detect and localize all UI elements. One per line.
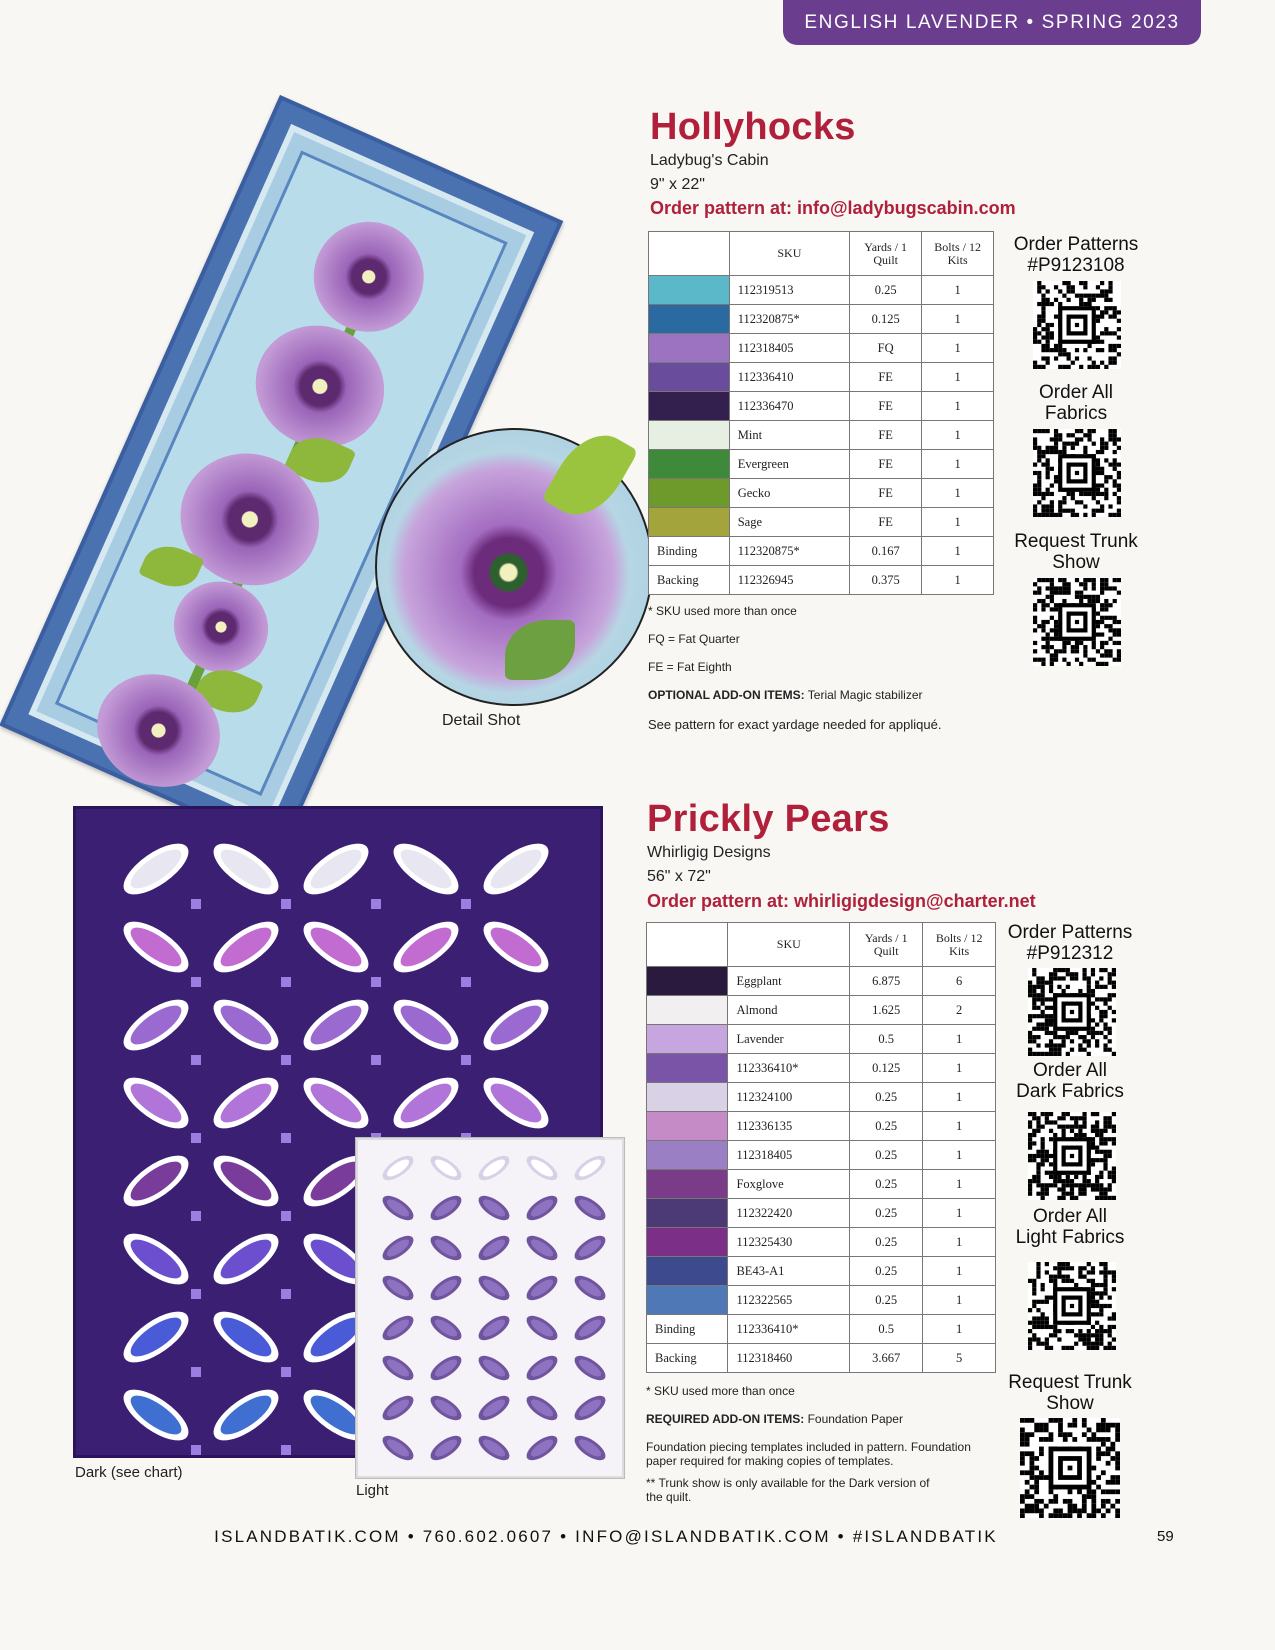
fabric-swatch (647, 1257, 728, 1286)
yards-cell: 6.875 (850, 967, 923, 996)
bolts-cell: 1 (923, 1257, 996, 1286)
bolts-cell: 1 (923, 1286, 996, 1315)
bolts-cell: 1 (923, 1315, 996, 1344)
sku-cell: Foxglove (728, 1170, 850, 1199)
yards-cell: 0.25 (850, 276, 922, 305)
yards-header: Yards / 1 Quilt (850, 232, 922, 276)
prickly-addon-label: REQUIRED ADD-ON ITEMS: (646, 1412, 805, 1426)
sku-cell: 112336410 (729, 363, 849, 392)
table-row (649, 537, 994, 566)
yards-cell: 0.25 (850, 1228, 923, 1257)
sku-cell: Mint (729, 421, 849, 450)
bolts-cell: 1 (923, 1141, 996, 1170)
prickly-addon (646, 1412, 903, 1426)
bolts-cell: 1 (923, 1170, 996, 1199)
sku-header: SKU (728, 923, 850, 967)
order-all-light-label (1006, 1206, 1134, 1248)
prickly-pears-size: 56" x 72" (647, 868, 711, 885)
prickly-note-sku: * SKU used more than once (646, 1384, 795, 1398)
sku-cell: Eggplant (728, 967, 850, 996)
table-row (647, 1257, 996, 1286)
yards-cell: 0.375 (850, 566, 922, 595)
hollyhocks-note-fe: FE = Fat Eighth (648, 660, 732, 674)
yards-cell: 1.625 (850, 996, 923, 1025)
bolts-cell: 1 (923, 1083, 996, 1112)
hollyhocks-addon-label: OPTIONAL ADD-ON ITEMS: (648, 688, 805, 702)
table-row (647, 1286, 996, 1315)
swatch-header (649, 232, 730, 276)
table-row (649, 334, 994, 363)
row-label: Backing (647, 1344, 728, 1373)
table-row (649, 479, 994, 508)
table-row (649, 305, 994, 334)
fabric-swatch (649, 421, 730, 450)
hollyhocks-note-yardage: See pattern for exact yardage needed for appliqué. (648, 717, 942, 732)
bolts-cell: 1 (922, 537, 994, 566)
fabric-swatch (647, 1054, 728, 1083)
table-row (647, 1112, 996, 1141)
yards-cell: FE (850, 392, 922, 421)
dark-caption: Dark (see chart) (75, 1464, 183, 1481)
fabrics-text: Fabrics (1044, 403, 1108, 424)
row-label: Binding (649, 537, 730, 566)
light-quilt-pattern (358, 1140, 624, 1478)
pattern-number: #P912312 (1026, 943, 1114, 964)
fabric-swatch (649, 450, 730, 479)
sku-cell: 112318405 (728, 1141, 850, 1170)
bolts-cell: 1 (922, 421, 994, 450)
fabric-swatch (649, 479, 730, 508)
bolts-cell: 1 (922, 334, 994, 363)
yards-cell: 0.5 (850, 1025, 923, 1054)
bolts-cell: 1 (923, 1112, 996, 1141)
yards-cell: 0.25 (850, 1083, 923, 1112)
order-all-text: Order All (1039, 382, 1113, 403)
prickly-pears-light-quilt-image (356, 1138, 624, 1478)
yards-cell: FE (850, 421, 922, 450)
table-row (647, 1141, 996, 1170)
sku-cell: 112326945 (729, 566, 849, 595)
sku-cell: 112318405 (729, 334, 849, 363)
prickly-addon-value: Foundation Paper (804, 1412, 903, 1426)
request-trunk-text: Request Trunk (1008, 1372, 1132, 1393)
yards-cell: 0.25 (850, 1141, 923, 1170)
fabric-swatch (647, 1083, 728, 1112)
request-trunk-text: Request Trunk (1014, 531, 1138, 552)
table-row (649, 450, 994, 479)
request-trunk-label (1001, 1372, 1139, 1414)
sku-cell: Sage (729, 508, 849, 537)
header-banner (783, 0, 1201, 45)
fabric-swatch (649, 508, 730, 537)
order-all-fabrics-qr-icon[interactable] (1033, 429, 1121, 517)
order-all-dark-qr-icon[interactable] (1028, 1112, 1116, 1200)
table-row (647, 967, 996, 996)
footer-contact: ISLANDBATIK.COM • 760.602.0607 • INFO@ISLANDBATIK.COM • #ISLANDBATIK (214, 1527, 998, 1546)
bolts-cell: 1 (922, 305, 994, 334)
fabric-swatch (647, 1141, 728, 1170)
fabric-swatch (647, 1170, 728, 1199)
bolts-cell: 6 (923, 967, 996, 996)
order-patterns-text: Order Patterns (1013, 234, 1139, 255)
hollyhocks-note-fq: FQ = Fat Quarter (648, 632, 740, 646)
yards-cell: 0.25 (850, 1170, 923, 1199)
yards-cell: FE (850, 479, 922, 508)
light-fabrics-text: Light Fabrics (1015, 1227, 1125, 1248)
page-number: 59 (1157, 1528, 1174, 1545)
order-all-text: Order All (1033, 1060, 1107, 1081)
hollyhocks-designer: Ladybug's Cabin (650, 152, 769, 169)
yards-cell: FE (850, 450, 922, 479)
bolts-cell: 1 (923, 1054, 996, 1083)
sku-cell: 112322565 (728, 1286, 850, 1315)
sku-cell: 112336135 (728, 1112, 850, 1141)
request-trunk-qr-icon[interactable] (1020, 1418, 1120, 1518)
row-label: Backing (649, 566, 730, 595)
bolts-cell: 1 (923, 1199, 996, 1228)
order-patterns-label (1013, 234, 1139, 276)
show-text: Show (1046, 1393, 1094, 1414)
hollyhocks-title: Hollyhocks (650, 106, 856, 148)
table-row (647, 1083, 996, 1112)
yards-cell: 0.125 (850, 305, 922, 334)
order-all-light-qr-icon[interactable] (1028, 1262, 1116, 1350)
sku-cell: 112324100 (728, 1083, 850, 1112)
request-trunk-qr-icon[interactable] (1033, 578, 1121, 666)
yards-cell: 0.25 (850, 1257, 923, 1286)
table-row (647, 1054, 996, 1083)
table-row (649, 421, 994, 450)
hollyhocks-size: 9" x 22" (650, 176, 705, 193)
prickly-note-trunk: ** Trunk show is only available for the Dark version of the quilt. (646, 1476, 930, 1504)
sku-cell: Gecko (729, 479, 849, 508)
yards-cell: FE (850, 363, 922, 392)
prickly-pears-fabric-table (646, 922, 996, 1373)
bolts-cell: 1 (922, 450, 994, 479)
prickly-pears-designer: Whirligig Designs (647, 844, 771, 861)
fabric-swatch (647, 967, 728, 996)
sku-cell: 112318460 (728, 1344, 850, 1373)
yards-cell: FQ (850, 334, 922, 363)
swatch-header (647, 923, 728, 967)
sku-cell: 112320875* (729, 305, 849, 334)
order-patterns-text: Order Patterns (1007, 922, 1133, 943)
yards-cell: 0.125 (850, 1054, 923, 1083)
hollyhocks-addon (648, 688, 923, 702)
sku-cell: BE43-A1 (728, 1257, 850, 1286)
fabric-swatch (647, 1199, 728, 1228)
hollyhocks-addon-value: Terial Magic stabilizer (804, 688, 923, 702)
table-row (647, 1344, 996, 1373)
table-row (649, 566, 994, 595)
detail-shot-caption: Detail Shot (442, 712, 521, 729)
header-banner-text: ENGLISH LAVENDER • SPRING 2023 (804, 11, 1180, 33)
bolts-cell: 2 (923, 996, 996, 1025)
yards-header: Yards / 1 Quilt (850, 923, 923, 967)
order-all-fabrics-label (1013, 382, 1139, 424)
bolts-cell: 1 (923, 1228, 996, 1257)
yards-cell: 0.25 (850, 1286, 923, 1315)
hollyhocks-fabric-table (648, 231, 994, 595)
light-caption: Light (356, 1482, 389, 1499)
table-row (649, 276, 994, 305)
bolts-cell: 1 (922, 566, 994, 595)
sku-cell: 112322420 (728, 1199, 850, 1228)
order-patterns-qr-icon[interactable] (1033, 281, 1121, 369)
prickly-pears-title: Prickly Pears (647, 798, 890, 840)
yards-cell: FE (850, 508, 922, 537)
fabric-swatch (649, 276, 730, 305)
sku-header: SKU (729, 232, 849, 276)
bolts-cell: 1 (922, 276, 994, 305)
sku-cell: 112325430 (728, 1228, 850, 1257)
table-row (649, 392, 994, 421)
table-row (647, 1199, 996, 1228)
yards-cell: 3.667 (850, 1344, 923, 1373)
order-patterns-label (1006, 922, 1134, 964)
sku-cell: 112336410* (728, 1315, 850, 1344)
bolts-cell: 1 (922, 392, 994, 421)
hollyhocks-order-link[interactable]: Order pattern at: info@ladybugscabin.com (650, 198, 1016, 218)
row-label: Binding (647, 1315, 728, 1344)
bolts-cell: 1 (922, 363, 994, 392)
sku-cell: 112336470 (729, 392, 849, 421)
dark-fabrics-text: Dark Fabrics (1016, 1081, 1124, 1102)
table-row (647, 1228, 996, 1257)
fabric-swatch (647, 996, 728, 1025)
fabric-swatch (647, 1112, 728, 1141)
sku-cell: 112320875* (729, 537, 849, 566)
prickly-pears-order-link[interactable]: Order pattern at: whirligigdesign@charter.net (647, 891, 1036, 911)
table-row (649, 508, 994, 537)
sku-cell: 112336410* (728, 1054, 850, 1083)
sku-cell: 112319513 (729, 276, 849, 305)
yards-cell: 0.25 (850, 1199, 923, 1228)
bolts-cell: 5 (923, 1344, 996, 1373)
sku-cell: Evergreen (729, 450, 849, 479)
table-row (647, 1025, 996, 1054)
fabric-swatch (647, 1228, 728, 1257)
sku-cell: Almond (728, 996, 850, 1025)
table-row (647, 1170, 996, 1199)
yards-cell: 0.167 (850, 537, 922, 566)
order-patterns-qr-icon[interactable] (1028, 968, 1116, 1056)
bolts-header: Bolts / 12 Kits (922, 232, 994, 276)
yards-cell: 0.25 (850, 1112, 923, 1141)
table-row (647, 996, 996, 1025)
table-row (649, 363, 994, 392)
bolts-cell: 1 (922, 508, 994, 537)
fabric-swatch (647, 1286, 728, 1315)
show-text: Show (1052, 552, 1100, 573)
order-all-dark-label (1006, 1060, 1134, 1102)
fabric-swatch (647, 1025, 728, 1054)
pattern-number: #P9123108 (1027, 255, 1125, 276)
fabric-swatch (649, 363, 730, 392)
hollyhocks-note-sku: * SKU used more than once (648, 604, 797, 618)
bolts-header: Bolts / 12 Kits (923, 923, 996, 967)
fabric-swatch (649, 334, 730, 363)
bolts-cell: 1 (923, 1025, 996, 1054)
prickly-note-foundation: Foundation piecing templates included in pattern. Foundation paper required for making copies of templates. (646, 1440, 971, 1468)
sku-cell: Lavender (728, 1025, 850, 1054)
fabric-swatch (649, 392, 730, 421)
yards-cell: 0.5 (850, 1315, 923, 1344)
order-all-text: Order All (1033, 1206, 1107, 1227)
table-row (647, 1315, 996, 1344)
request-trunk-label (1008, 531, 1144, 573)
fabric-swatch (649, 305, 730, 334)
bolts-cell: 1 (922, 479, 994, 508)
